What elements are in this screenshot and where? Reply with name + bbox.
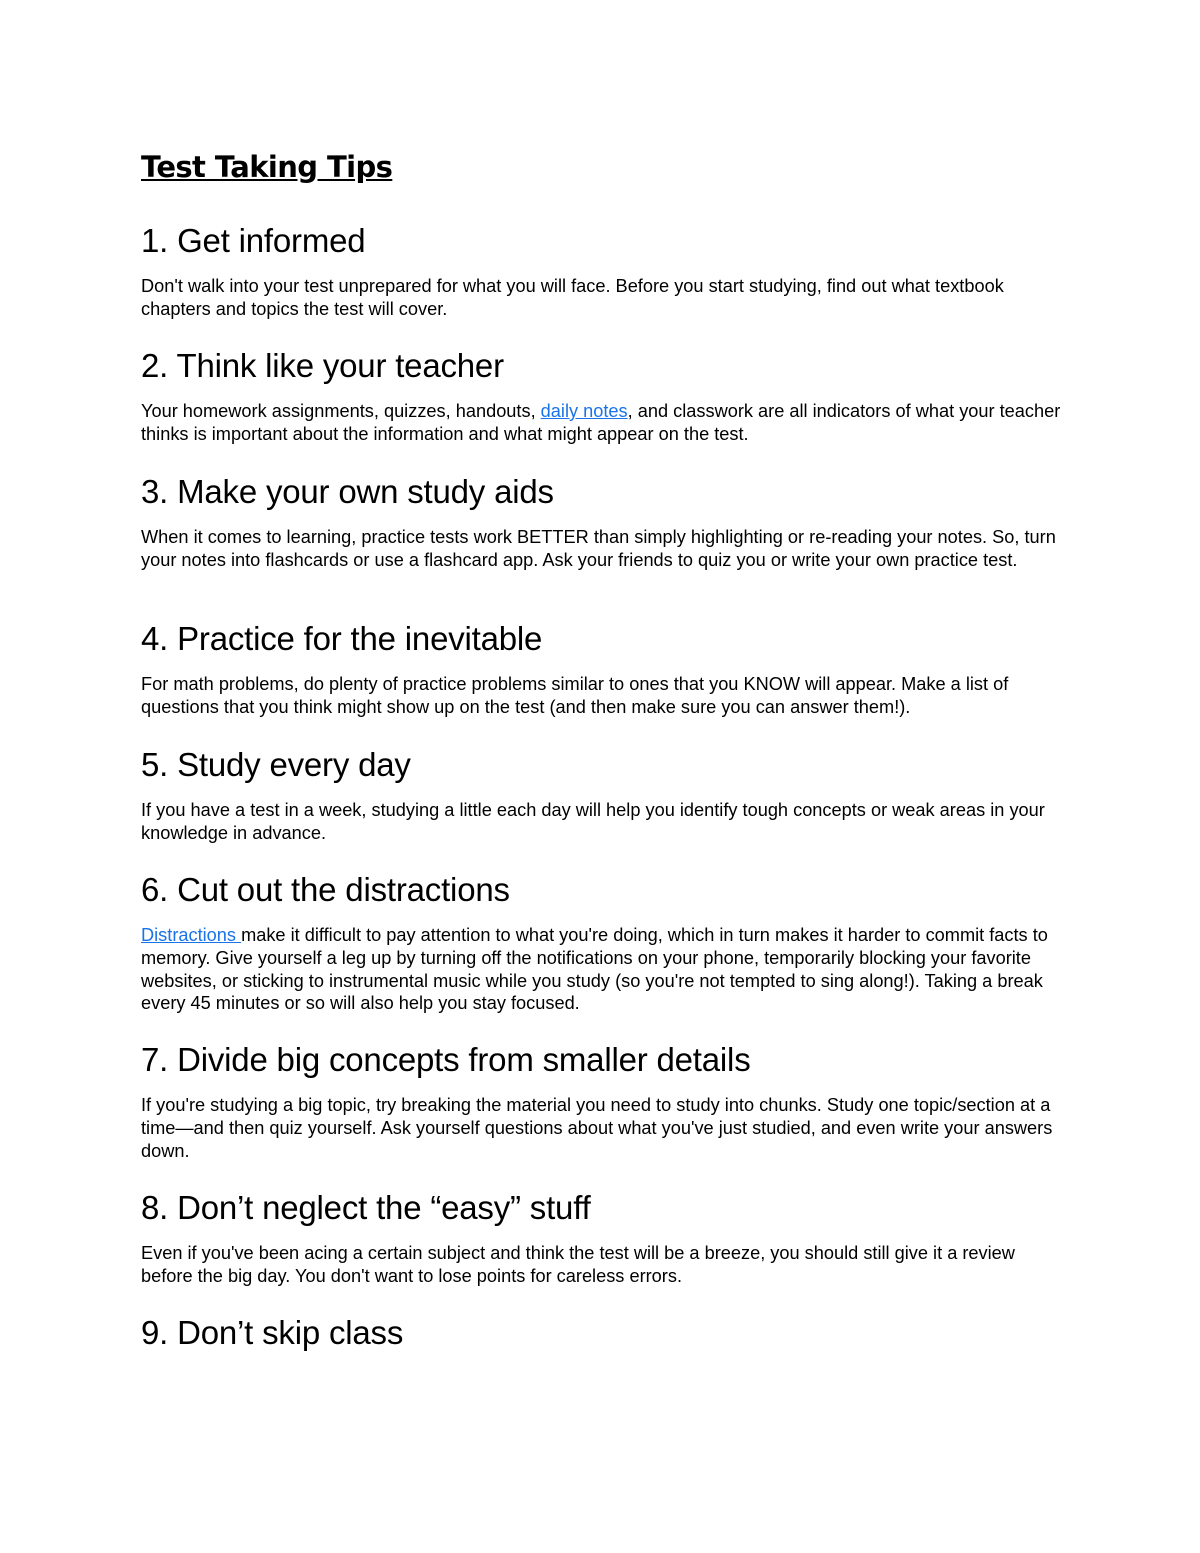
document-title: Test Taking Tips bbox=[141, 150, 393, 184]
section-body: For math problems, do plenty of practice problems similar to ones that you KNOW will appear. Make a list of questions that you think might show up on the test (and then make sure you can answer them!). bbox=[141, 674, 1009, 717]
section-body bbox=[141, 400, 1066, 446]
daily-notes-link[interactable]: daily notes bbox=[540, 401, 628, 421]
body-text: make it difficult to pay attention to what you're doing, which in turn makes it harder to commit facts to memory. Give yourself a leg up by turning off the notifications on your phone, temporarily blocking your favorite websites, or sticking to instrumental music while you study (so you're not tempted to sing along!). Taking a break every 45 minutes or so will also help you stay focused. bbox=[141, 925, 1048, 1014]
section-heading: 1. Get informed bbox=[141, 222, 366, 259]
section-heading: 7. Divide big concepts from smaller details bbox=[141, 1041, 751, 1078]
section-body: Don't walk into your test unprepared for what you will face. Before you start studying, find out what textbook chapters and topics the test will cover. bbox=[141, 276, 1004, 319]
section-easy-stuff bbox=[141, 1188, 1066, 1288]
distractions-link[interactable]: Distractions bbox=[141, 925, 242, 945]
body-text: Your homework assignments, quizzes, handouts, bbox=[141, 401, 541, 421]
section-heading: 3. Make your own study aids bbox=[141, 473, 554, 510]
section-body bbox=[141, 924, 1066, 1015]
section-practice-inevitable bbox=[141, 619, 1066, 719]
section-study-every-day bbox=[141, 745, 1066, 845]
section-body: Even if you've been acing a certain subject and think the test will be a breeze, you should still give it a review before the big day. You don't want to lose points for careless errors. bbox=[141, 1243, 1015, 1286]
section-heading: 8. Don’t neglect the “easy” stuff bbox=[141, 1189, 591, 1226]
section-body: If you're studying a big topic, try breaking the material you need to study into chunks. Study one topic/section at a time—and then quiz yourself. Ask yourself questions about what you've just studied, and even write your answers down. bbox=[141, 1095, 1053, 1161]
section-heading: 9. Don’t skip class bbox=[141, 1314, 404, 1351]
section-think-like-teacher bbox=[141, 346, 1066, 446]
section-study-aids bbox=[141, 472, 1066, 572]
section-heading: 6. Cut out the distractions bbox=[141, 871, 510, 908]
section-dont-skip-class bbox=[141, 1313, 1066, 1353]
section-heading: 2. Think like your teacher bbox=[141, 347, 504, 384]
section-body: If you have a test in a week, studying a little each day will help you identify tough concepts or weak areas in your knowledge in advance. bbox=[141, 800, 1045, 843]
section-get-informed bbox=[141, 221, 1066, 321]
section-body: When it comes to learning, practice tests work BETTER than simply highlighting or re-reading your notes. So, turn your notes into flashcards or use a flashcard app. Ask your friends to quiz you or write your own practice test. bbox=[141, 527, 1056, 570]
section-divide-concepts bbox=[141, 1040, 1066, 1162]
body-text: , and classwork are all indicators of what your teacher thinks is important about the information and what might appear on the test. bbox=[141, 401, 1061, 444]
section-heading: 4. Practice for the inevitable bbox=[141, 620, 543, 657]
section-heading: 5. Study every day bbox=[141, 746, 411, 783]
section-cut-distractions bbox=[141, 870, 1066, 1015]
